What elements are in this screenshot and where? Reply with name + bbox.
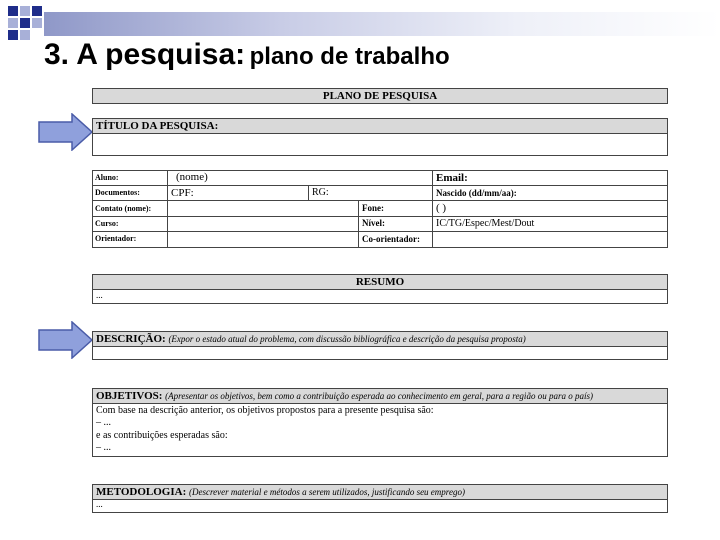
grid-line bbox=[92, 185, 668, 186]
metodologia-field[interactable] bbox=[92, 499, 668, 513]
objetivos-label: OBJETIVOS: bbox=[96, 390, 163, 402]
fone-value[interactable]: ( ) bbox=[436, 202, 447, 214]
corner-square bbox=[8, 6, 18, 16]
nivel-value[interactable]: IC/TG/Espec/Mest/Dout bbox=[436, 218, 535, 229]
corner-square bbox=[20, 30, 30, 40]
corner-square bbox=[32, 18, 42, 28]
form-header bbox=[92, 88, 668, 104]
objetivos-line1: Com base na descrição anterior, os objetivos propostos para a presente pesquisa são: bbox=[96, 405, 434, 416]
aluno-label: Aluno: bbox=[95, 173, 119, 182]
cpf-label: CPF: bbox=[171, 187, 194, 199]
nascido-label: Nascido (dd/mm/aa): bbox=[436, 188, 517, 198]
corner-square bbox=[8, 30, 18, 40]
slide-title bbox=[44, 38, 450, 72]
objetivos-hint: (Apresentar os objetivos, bem como a contribuição esperada ao conhecimento em geral, para a região ou para o país) bbox=[165, 391, 593, 401]
titulo-label: TÍTULO DA PESQUISA: bbox=[96, 120, 219, 132]
contato-label: Contato (nome): bbox=[95, 204, 152, 213]
metodologia-label-group bbox=[96, 486, 465, 498]
resumo-content: ... bbox=[96, 290, 103, 300]
title-rule bbox=[44, 12, 720, 36]
descricao-header bbox=[92, 331, 668, 347]
objetivos-field[interactable] bbox=[92, 403, 668, 457]
grid-line bbox=[308, 185, 309, 200]
objetivos-header bbox=[92, 388, 668, 404]
corner-square bbox=[20, 18, 30, 28]
metodologia-content: ... bbox=[96, 499, 103, 509]
corner-square bbox=[20, 6, 30, 16]
grid-line bbox=[358, 200, 359, 248]
grid-line bbox=[167, 170, 168, 248]
grid-line bbox=[92, 216, 668, 217]
fone-label: Fone: bbox=[362, 203, 384, 213]
metodologia-header bbox=[92, 484, 668, 500]
documentos-label: Documentos: bbox=[95, 188, 140, 197]
grid-line bbox=[92, 200, 668, 201]
aluno-value[interactable]: (nome) bbox=[176, 171, 208, 183]
objetivos-line4: – ... bbox=[96, 442, 111, 453]
descricao-field[interactable] bbox=[92, 346, 668, 360]
titulo-field[interactable] bbox=[92, 133, 668, 156]
form-header-label: PLANO DE PESQUISA bbox=[322, 90, 438, 102]
curso-label: Curso: bbox=[95, 219, 119, 228]
coorientador-label: Co-orientador: bbox=[362, 234, 420, 244]
grid-line bbox=[432, 170, 433, 248]
arrow-icon bbox=[38, 321, 94, 359]
objetivos-label-group bbox=[96, 390, 593, 402]
arrow-icon bbox=[38, 113, 94, 151]
corner-square bbox=[32, 6, 42, 16]
resumo-header bbox=[92, 274, 668, 290]
nivel-label: Nível: bbox=[362, 218, 385, 228]
corner-square bbox=[8, 18, 18, 28]
resumo-field[interactable] bbox=[92, 289, 668, 304]
titulo-header bbox=[92, 118, 668, 134]
descricao-label-group bbox=[96, 333, 526, 345]
descricao-label: DESCRIÇÃO: bbox=[96, 333, 166, 345]
objetivos-line3: e as contribuições esperadas são: bbox=[96, 430, 228, 441]
rg-label: RG: bbox=[312, 187, 329, 198]
objetivos-line2: – ... bbox=[96, 417, 111, 428]
metodologia-label: METODOLOGIA: bbox=[96, 486, 187, 498]
email-label: Email: bbox=[436, 172, 468, 184]
descricao-hint: (Expor o estado atual do problema, com discussão bibliográfica e descrição da pesquisa proposta) bbox=[168, 334, 526, 344]
metodologia-hint: (Descrever material e métodos a serem utilizados, justificando seu emprego) bbox=[189, 487, 465, 497]
slide-title-sub: plano de trabalho bbox=[249, 43, 450, 70]
orientador-label: Orientador: bbox=[95, 234, 137, 243]
slide-title-main: 3. A pesquisa: bbox=[44, 38, 246, 71]
grid-line bbox=[92, 231, 668, 232]
resumo-label: RESUMO bbox=[355, 276, 405, 288]
